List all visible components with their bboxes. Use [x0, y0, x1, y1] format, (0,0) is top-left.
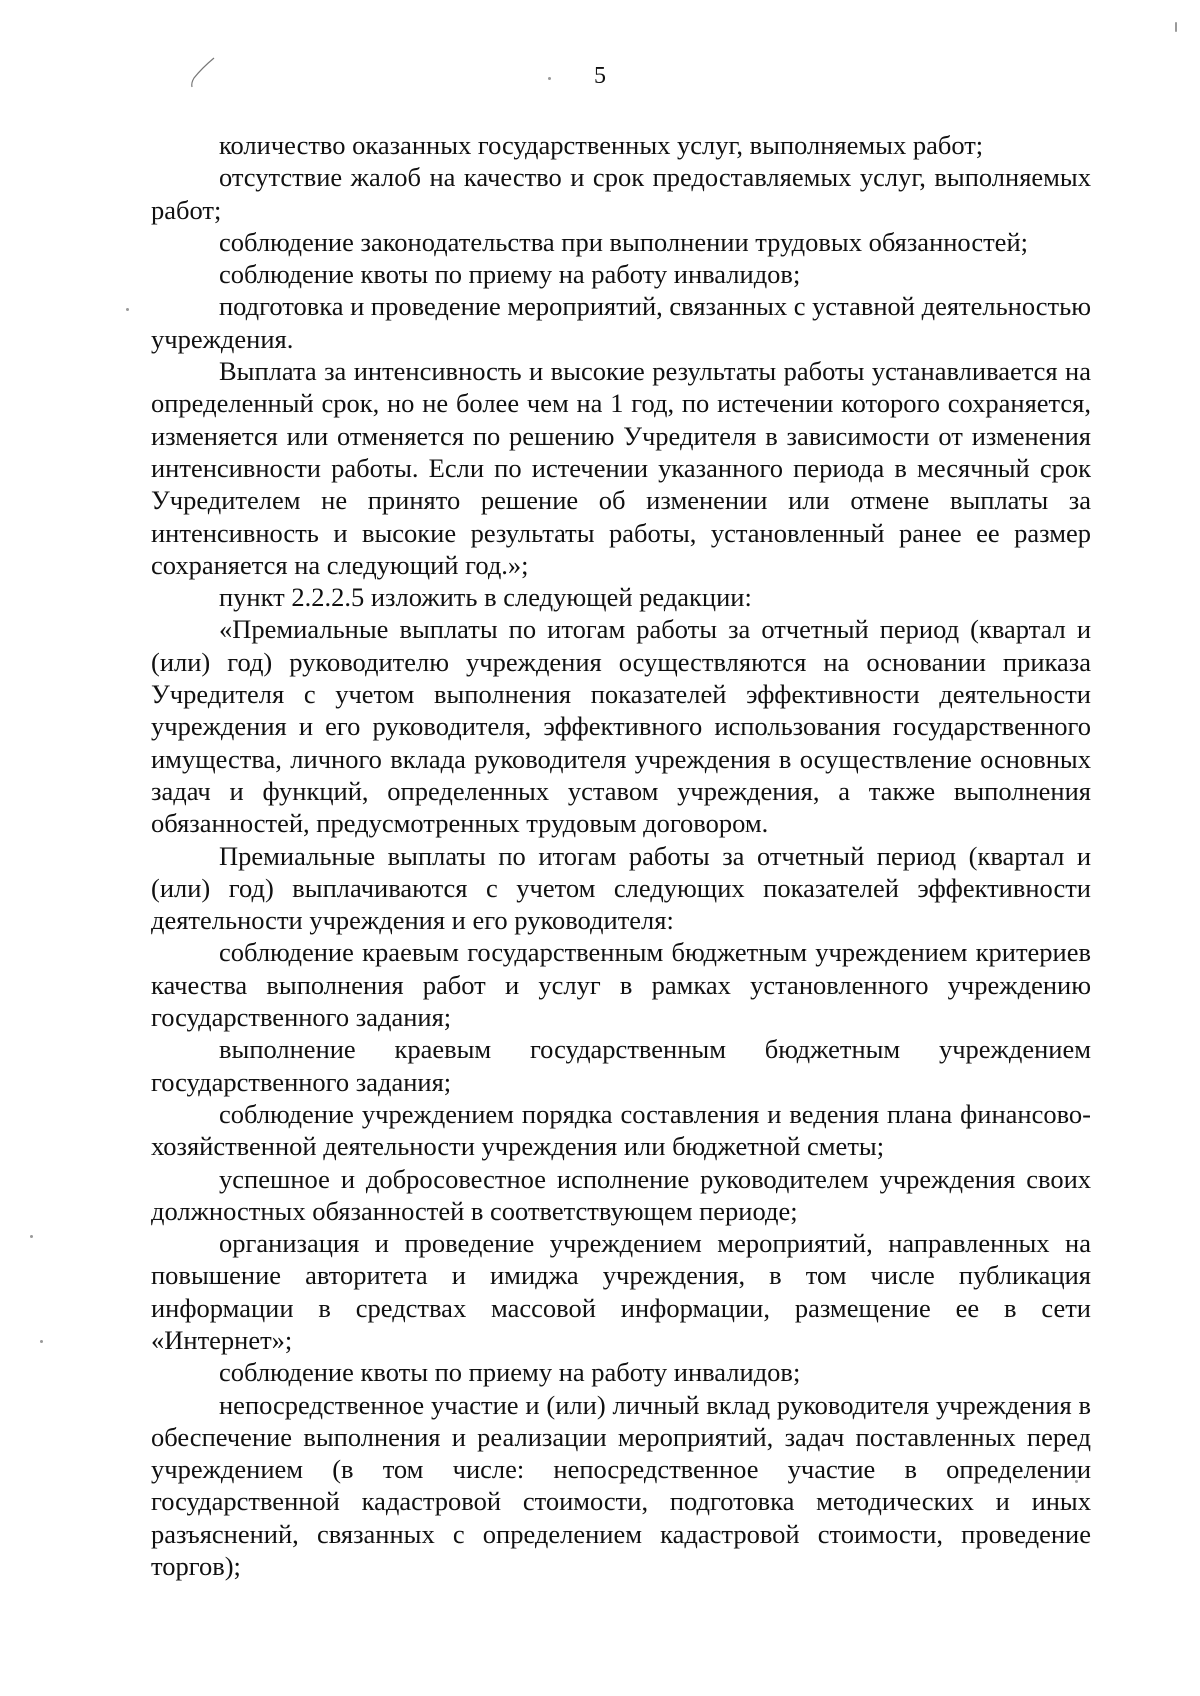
paragraph: количество оказанных государственных услуг, выполняемых работ;	[219, 130, 984, 160]
paragraph: подготовка и проведение мероприятий, связанных с уставной деятельностью учреждения.	[151, 291, 1092, 354]
body-text	[151, 129, 1091, 1582]
paragraph: непосредственное участие и (или) личный вклад руководителя учреждения в обеспечение выполнения и реализации мероприятий, задач поставленных перед учреждением (в том числе: непосредственное участие в определении государственной кадастровой стоимости, подготовка методических и иных разъяснений, связанных с определением кадастровой стоимости, проведение торгов);	[151, 1389, 1091, 1582]
paragraph: выполнение краевым государственным бюджетным учреждением государственного задания;	[151, 1034, 1091, 1097]
paragraph: соблюдение краевым государственным бюджетным учреждением критериев качества выполнения работ и услуг в рамках установленного учреждению государственного задания;	[151, 937, 1091, 1033]
paragraph: соблюдение учреждением порядка составления и ведения плана финансово-хозяйственной деятельности учреждения или бюджетной сметы;	[151, 1098, 1091, 1162]
paragraph: отсутствие жалоб на качество и срок предоставляемых услуг, выполняемых работ;	[151, 162, 1091, 225]
paragraph: Премиальные выплаты по итогам работы за отчетный период (квартал и (или) год) выплачиваются с учетом следующих показателей эффективности деятельности учреждения и его руководителя:	[151, 840, 1091, 936]
paragraph: успешное и добросовестное исполнение руководителем учреждения своих должностных обязанностей в соответствующем периоде;	[151, 1163, 1091, 1226]
paragraph: соблюдение квоты по приему на работу инвалидов;	[219, 259, 801, 290]
paragraph: соблюдение квоты по приему на работу инвалидов;	[219, 1357, 801, 1388]
paragraph: Выплата за интенсивность и высокие результаты работы устанавливается на определенный срок, но не более чем на 1 год, по истечении которого сохраняется, изменяется или отменяется по решению Учредителя в зависимости от изменения интенсивности работы. Если по истечении указанного периода в месячный срок Учредителем не принято решение об изменении или отмене выплаты за интенсивность и высокие результаты работы, установленный ранее ее размер сохраняется на следующий год.»;	[151, 356, 1091, 580]
scan-speck	[126, 308, 129, 311]
paragraph: «Премиальные выплаты по итогам работы за отчетный период (квартал и (или) год) руководителю учреждения осуществляются на основании приказа Учредителя с учетом выполнения показателей эффективности деятельности учреждения и его руководителя, эффективного использования государственного имущества, личного вклада руководителя учреждения в осуществление основных задач и функций, определенных уставом учреждения, а также выполнения обязанностей, предусмотренных трудовым договором.	[151, 614, 1091, 839]
scan-speck	[40, 1340, 43, 1343]
scan-speck	[30, 1235, 33, 1238]
scan-speck	[1175, 22, 1177, 32]
paragraph: пункт 2.2.2.5 изложить в следующей редакции:	[219, 582, 752, 613]
paragraph: организация и проведение учреждением мероприятий, направленных на повышение авторитета и имиджа учреждения, в том числе публикация информации в средствах массовой информации, размещение ее в сети «Интернет»;	[151, 1228, 1091, 1355]
paragraph: соблюдение законодательства при выполнении трудовых обязанностей;	[219, 226, 1028, 257]
page-number: 5	[594, 63, 606, 89]
